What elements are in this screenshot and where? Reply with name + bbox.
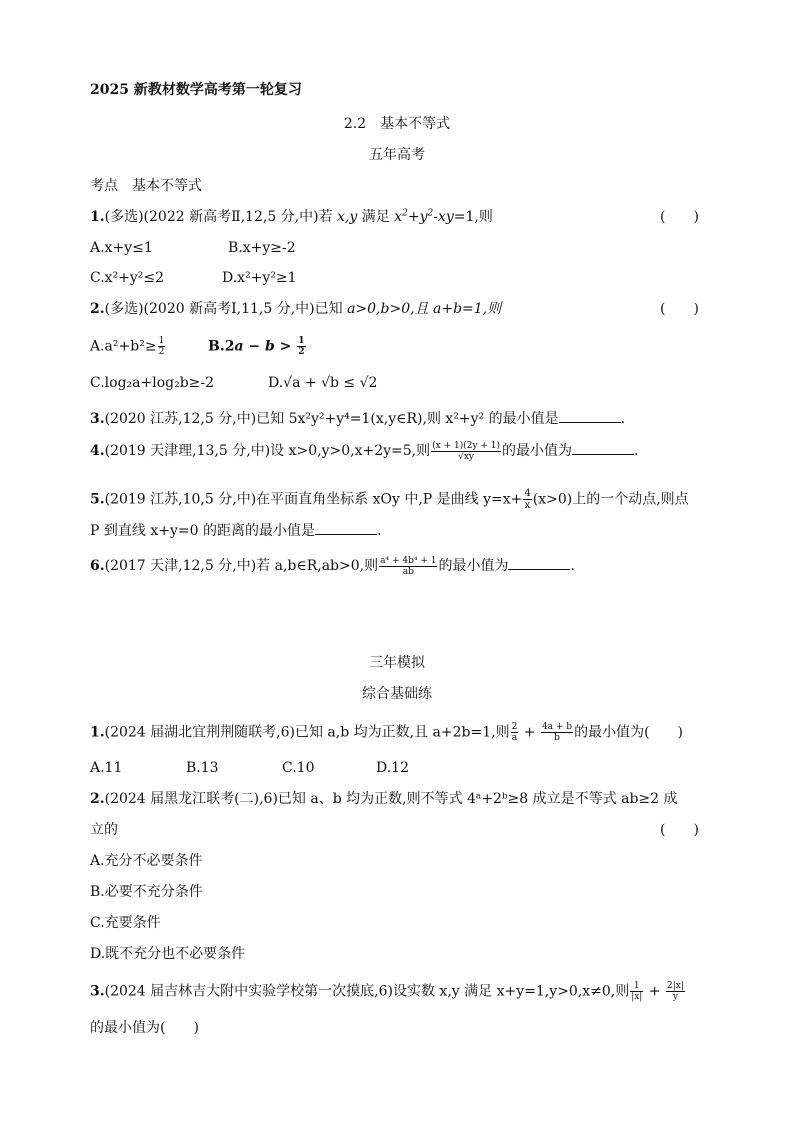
q1-option-a: A.x+y≤1 (90, 240, 153, 256)
answer-blank[interactable] (559, 408, 621, 423)
question-3: 3.(2020 江苏,12,5 分,中)已知 5x²y²+y⁴=1(x,y∈R),则 x²+y² 的最小值是 . (90, 408, 625, 429)
m2-option-a: A.充分不必要条件 (90, 853, 203, 869)
m1-option-d: D.12 (376, 760, 409, 776)
question-number: 1. (90, 209, 105, 225)
q1-option-d: D.x²+y²≥1 (222, 270, 297, 286)
m1-option-a: A.11 (90, 760, 123, 776)
answer-paren: ( ) (660, 822, 699, 838)
m1-option-c: C.10 (282, 760, 315, 776)
answer-paren: ( ) (660, 301, 699, 317)
mock-question-1: 1.(2024 届湖北宜荆荆随联考,6)已知 a,b 均为正数,且 a+2b=1,则 $\frac{2}{a}$ + $\frac{4a + b}{b}$ 的最小值为( ) (90, 722, 684, 743)
kaodian-heading: 考点 基本不等式 (90, 178, 202, 194)
mock-question-3-line-2: 的最小值为( ) (90, 1020, 199, 1036)
question-4: 4.(2019 天津理,13,5 分,中)设 x>0,y>0,x+2y=5,则 $\frac{(x + 1)(2y + 1)}{√xy}$ 的最小值为 . (90, 440, 639, 462)
part2-title: 三年模拟 (369, 655, 425, 671)
answer-blank[interactable] (315, 520, 377, 535)
q1-option-b: B.x+y≥-2 (228, 240, 296, 256)
part1-title: 五年高考 (369, 147, 425, 163)
question-2: 2.(多选)(2020 新高考Ⅰ,11,5 分,中)已知 a>0,b>0,且 a+b=1,则 (90, 301, 502, 317)
q2-option-d: D.√a + √b ≤ √2 (268, 375, 378, 391)
answer-blank[interactable] (508, 555, 570, 570)
answer-blank[interactable] (572, 440, 634, 455)
m2-option-d: D.既不充分也不必要条件 (90, 946, 246, 962)
q1-equation: $x^2+y^2-xy$ (394, 208, 454, 225)
answer-paren: ( ) (660, 209, 699, 225)
question-1: 1.(多选)(2022 新高考Ⅱ,12,5 分,中)若 x,y 满足 $x^2+y^2-xy=1$,则 (90, 208, 493, 225)
question-5-line-2: P 到直线 x+y=0 的距离的最小值是 . (90, 520, 381, 541)
mock-question-2-line-2: 立的 (90, 822, 118, 838)
part2-subtitle: 综合基础练 (362, 686, 432, 702)
q2-option-a: A.a²+b²≥ $\frac{1}{2}$ (90, 336, 165, 357)
q1-option-c: C.x²+y²≤2 (90, 270, 165, 286)
m2-option-c: C.充要条件 (90, 915, 161, 931)
m1-option-b: B.13 (186, 760, 219, 776)
q2-option-b: B.2a − b > $\frac{1}{2}$ (208, 336, 305, 357)
question-5: 5.(2019 江苏,10,5 分,中)在平面直角坐标系 xOy 中,P 是曲线 y=x+ $\frac{4}{x}$ (x>0)上的一个动点,则点 (90, 488, 689, 511)
question-6: 6.(2017 天津,12,5 分,中)若 a,b∈R,ab>0,则 $\frac{\text{a⁴ + 4b⁴ + 1}}{ab}$ 的最小值为 . (90, 555, 575, 577)
section-title: 2.2 基本不等式 (343, 116, 451, 132)
m2-option-b: B.必要不充分条件 (90, 884, 203, 900)
q2-option-c: C.log₂a+log₂b≥-2 (90, 375, 215, 391)
mock-question-2: 2.(2024 届黑龙江联考(二),6)已知 a、b 均为正数,则不等式 4ᵃ+2ᵇ≥8 成立是不等式 ab≥2 成 (90, 791, 678, 807)
mock-question-3: 3.(2024 届吉林吉大附中实验学校第一次摸底,6)设实数 x,y 满足 x+y=1,y>0,x≠0,则 $\frac{1}{|x|}$ + $\frac{2|x|}{y}$ (90, 981, 684, 1002)
document-header: 2025 新教材数学高考第一轮复习 (90, 82, 302, 98)
